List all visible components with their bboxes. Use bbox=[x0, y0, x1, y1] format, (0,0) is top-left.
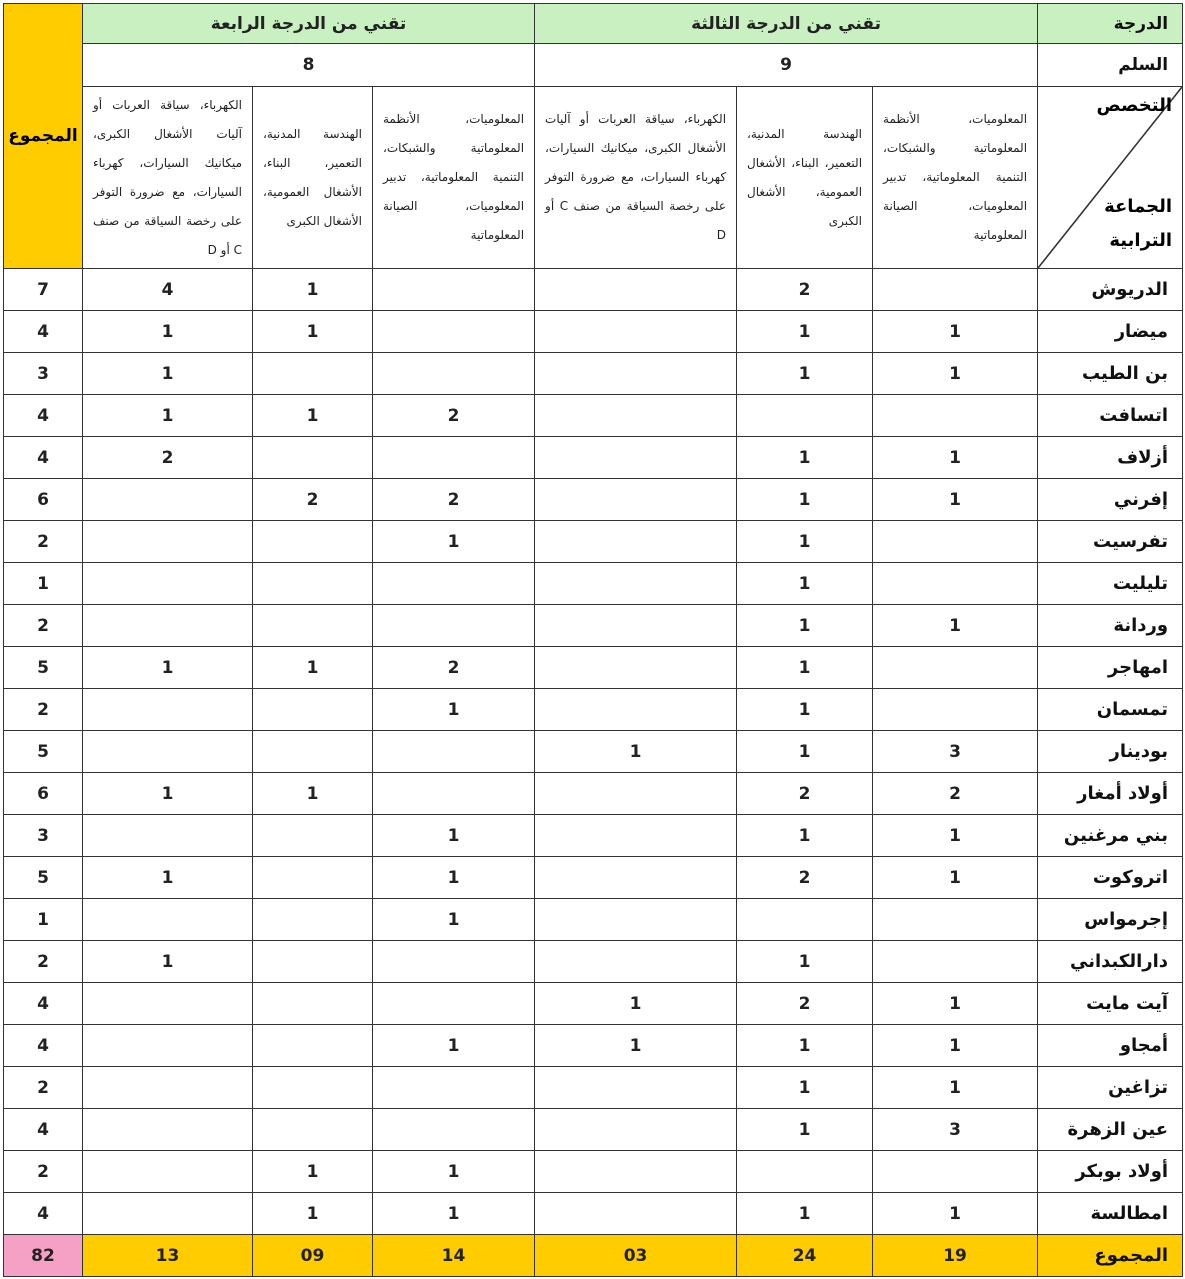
count-cell-g4-it: 1 bbox=[373, 815, 535, 857]
grade-label-cell bbox=[1038, 4, 1183, 44]
count-cell-g3-civil: 1 bbox=[737, 1067, 873, 1109]
count-cell-g3-civil: 1 bbox=[737, 437, 873, 479]
count-cell-g4-it bbox=[373, 605, 535, 647]
count-cell-g3-elec bbox=[535, 773, 737, 815]
g4-elec-specialty bbox=[83, 87, 253, 269]
commune-name-cell: دارالكبداني bbox=[1038, 941, 1183, 983]
count-cell-g4-it bbox=[373, 731, 535, 773]
commune-label-line-1: الجماعة bbox=[1104, 196, 1173, 217]
count-cell-g3-elec bbox=[535, 269, 737, 311]
total-header-label: المجموع bbox=[8, 126, 78, 146]
count-cell-g3-elec bbox=[535, 689, 737, 731]
count-cell-g4-elec bbox=[83, 479, 253, 521]
count-cell-g3-it bbox=[873, 395, 1038, 437]
table-row bbox=[4, 1109, 1183, 1151]
count-cell-g3-civil bbox=[737, 395, 873, 437]
row-total-cell: 1 bbox=[4, 899, 83, 941]
count-cell-g4-civil bbox=[253, 983, 373, 1025]
table-row bbox=[4, 521, 1183, 563]
count-cell-g3-elec bbox=[535, 563, 737, 605]
commune-name-cell: تليليت bbox=[1038, 563, 1183, 605]
count-cell-g3-civil: 2 bbox=[737, 773, 873, 815]
table-row bbox=[4, 1193, 1183, 1235]
table-row bbox=[4, 605, 1183, 647]
commune-name-cell: اتروكوت bbox=[1038, 857, 1183, 899]
count-cell-g3-civil: 1 bbox=[737, 1193, 873, 1235]
g4-civil-specialty bbox=[253, 87, 373, 269]
count-cell-g4-civil bbox=[253, 815, 373, 857]
count-cell-g4-civil bbox=[253, 521, 373, 563]
count-cell-g4-elec bbox=[83, 1109, 253, 1151]
commune-name-cell: اتسافت bbox=[1038, 395, 1183, 437]
count-cell-g4-civil bbox=[253, 689, 373, 731]
header-row-specialty bbox=[4, 87, 1183, 269]
count-cell-g4-elec: 1 bbox=[83, 395, 253, 437]
scale3-cell bbox=[535, 44, 1038, 87]
count-cell-g3-it bbox=[873, 563, 1038, 605]
count-cell-g3-elec: 1 bbox=[535, 983, 737, 1025]
count-cell-g4-civil bbox=[253, 899, 373, 941]
count-cell-g3-civil: 1 bbox=[737, 1109, 873, 1151]
count-cell-g3-it: 1 bbox=[873, 1067, 1038, 1109]
count-cell-g4-it bbox=[373, 773, 535, 815]
g3-elec-text: الكهرباء، سياقة العربات أو آليات الأشغال الكبرى، ميكانيك السيارات، كهرباء السيارات، مع ضرورة التوفر على رخصة السياقة من صنف C أو D bbox=[545, 112, 727, 242]
table-body bbox=[4, 4, 1183, 1277]
table-row bbox=[4, 1025, 1183, 1067]
row-total-cell: 3 bbox=[4, 815, 83, 857]
count-cell-g3-civil: 1 bbox=[737, 521, 873, 563]
header-row-grade bbox=[4, 4, 1183, 44]
g4-civil-text: الهندسة المدنية، التعمير، البناء، الأشغال العمومية، الأشغال الكبرى bbox=[263, 126, 362, 228]
total-cell-g3-elec: 03 bbox=[535, 1235, 737, 1277]
count-cell-g3-civil: 1 bbox=[737, 353, 873, 395]
table-row bbox=[4, 563, 1183, 605]
count-cell-g4-elec bbox=[83, 983, 253, 1025]
g3-it-text: المعلوميات، الأنظمة المعلوماتية والشبكات، التنمية المعلوماتية، تدبير المعلوميات، الصيانة المعلوماتية bbox=[883, 112, 1028, 242]
count-cell-g4-elec bbox=[83, 1025, 253, 1067]
row-total-cell: 2 bbox=[4, 605, 83, 647]
count-cell-g3-it: 1 bbox=[873, 311, 1038, 353]
count-cell-g3-elec bbox=[535, 857, 737, 899]
commune-name-cell: آيت مايت bbox=[1038, 983, 1183, 1025]
count-cell-g3-elec bbox=[535, 1067, 737, 1109]
count-cell-g3-elec bbox=[535, 353, 737, 395]
count-cell-g3-elec bbox=[535, 899, 737, 941]
count-cell-g4-civil: 1 bbox=[253, 647, 373, 689]
count-cell-g4-elec bbox=[83, 605, 253, 647]
count-cell-g4-it: 1 bbox=[373, 1025, 535, 1067]
count-cell-g3-elec bbox=[535, 1151, 737, 1193]
row-total-cell: 4 bbox=[4, 1193, 83, 1235]
scale4-cell bbox=[83, 44, 535, 87]
grand-total-cell: 82 bbox=[4, 1235, 83, 1277]
scale-label-cell bbox=[1038, 44, 1183, 87]
count-cell-g3-elec bbox=[535, 395, 737, 437]
count-cell-g3-it: 1 bbox=[873, 983, 1038, 1025]
count-cell-g3-elec bbox=[535, 437, 737, 479]
row-total-cell: 2 bbox=[4, 941, 83, 983]
table-row bbox=[4, 311, 1183, 353]
count-cell-g3-it: 1 bbox=[873, 1193, 1038, 1235]
g3-civil-specialty bbox=[737, 87, 873, 269]
count-cell-g3-elec bbox=[535, 605, 737, 647]
count-cell-g4-it bbox=[373, 941, 535, 983]
table-row bbox=[4, 689, 1183, 731]
commune-name-cell: بن الطيب bbox=[1038, 353, 1183, 395]
count-cell-g4-elec: 1 bbox=[83, 857, 253, 899]
count-cell-g3-civil: 1 bbox=[737, 647, 873, 689]
count-cell-g3-elec bbox=[535, 521, 737, 563]
row-total-cell: 3 bbox=[4, 353, 83, 395]
count-cell-g4-civil bbox=[253, 1109, 373, 1151]
count-cell-g3-civil: 1 bbox=[737, 311, 873, 353]
count-cell-g4-elec: 1 bbox=[83, 647, 253, 689]
g3-elec-specialty bbox=[535, 87, 737, 269]
count-cell-g4-elec: 1 bbox=[83, 353, 253, 395]
count-cell-g3-it bbox=[873, 521, 1038, 563]
table-row bbox=[4, 731, 1183, 773]
row-total-cell: 7 bbox=[4, 269, 83, 311]
count-cell-g3-it: 1 bbox=[873, 353, 1038, 395]
count-cell-g4-it bbox=[373, 269, 535, 311]
table-row bbox=[4, 1067, 1183, 1109]
table-row bbox=[4, 479, 1183, 521]
count-cell-g3-civil bbox=[737, 1151, 873, 1193]
count-cell-g4-civil: 1 bbox=[253, 1151, 373, 1193]
count-cell-g4-elec bbox=[83, 815, 253, 857]
row-total-cell: 2 bbox=[4, 521, 83, 563]
count-cell-g3-elec bbox=[535, 815, 737, 857]
count-cell-g3-it: 1 bbox=[873, 815, 1038, 857]
count-cell-g4-elec bbox=[83, 731, 253, 773]
count-cell-g3-civil: 1 bbox=[737, 605, 873, 647]
count-cell-g3-civil bbox=[737, 899, 873, 941]
g4-elec-text: الكهرباء، سياقة العربات أو آليات الأشغال الكبرى، ميكانيك السيارات، كهرباء السيارات، مع ضرورة التوفر على رخصة السياقة من صنف C أو D bbox=[93, 97, 242, 257]
count-cell-g4-it: 1 bbox=[373, 1193, 535, 1235]
count-cell-g3-it: 3 bbox=[873, 1109, 1038, 1151]
total-column-header bbox=[4, 4, 83, 269]
commune-name-cell: أولاد بوبكر bbox=[1038, 1151, 1183, 1193]
count-cell-g3-civil: 2 bbox=[737, 857, 873, 899]
recruitment-table-sheet bbox=[3, 3, 1182, 1276]
commune-name-cell: تمسمان bbox=[1038, 689, 1183, 731]
count-cell-g3-elec bbox=[535, 941, 737, 983]
row-total-cell: 2 bbox=[4, 1067, 83, 1109]
count-cell-g4-elec: 1 bbox=[83, 941, 253, 983]
count-cell-g4-civil bbox=[253, 563, 373, 605]
commune-name-cell: أزلاف bbox=[1038, 437, 1183, 479]
specialty-label: التخصص bbox=[1096, 95, 1173, 116]
count-cell-g4-elec bbox=[83, 521, 253, 563]
table-row bbox=[4, 857, 1183, 899]
count-cell-g4-it bbox=[373, 1109, 535, 1151]
count-cell-g3-civil: 1 bbox=[737, 815, 873, 857]
count-cell-g3-it: 2 bbox=[873, 773, 1038, 815]
count-cell-g4-civil bbox=[253, 1067, 373, 1109]
count-cell-g3-it bbox=[873, 269, 1038, 311]
count-cell-g4-elec bbox=[83, 689, 253, 731]
total-cell-g4-civil: 09 bbox=[253, 1235, 373, 1277]
row-total-cell: 2 bbox=[4, 689, 83, 731]
count-cell-g4-it bbox=[373, 353, 535, 395]
count-cell-g4-elec bbox=[83, 563, 253, 605]
count-cell-g3-civil: 1 bbox=[737, 1025, 873, 1067]
g4-it-specialty bbox=[373, 87, 535, 269]
grade3-label: تقني من الدرجة الثالثة bbox=[691, 13, 881, 34]
count-cell-g3-it bbox=[873, 647, 1038, 689]
row-total-cell: 4 bbox=[4, 1025, 83, 1067]
row-total-cell: 5 bbox=[4, 731, 83, 773]
totals-row bbox=[4, 1235, 1183, 1277]
count-cell-g3-it bbox=[873, 899, 1038, 941]
count-cell-g4-civil: 1 bbox=[253, 311, 373, 353]
count-cell-g4-elec bbox=[83, 899, 253, 941]
count-cell-g4-civil: 1 bbox=[253, 269, 373, 311]
count-cell-g4-it bbox=[373, 563, 535, 605]
commune-name-cell: تزاغين bbox=[1038, 1067, 1183, 1109]
count-cell-g4-civil: 1 bbox=[253, 395, 373, 437]
count-cell-g4-civil: 1 bbox=[253, 1193, 373, 1235]
commune-name-cell: إجرمواس bbox=[1038, 899, 1183, 941]
row-total-cell: 4 bbox=[4, 437, 83, 479]
row-total-cell: 2 bbox=[4, 1151, 83, 1193]
grade3-header bbox=[535, 4, 1038, 44]
table-row bbox=[4, 815, 1183, 857]
count-cell-g4-elec: 1 bbox=[83, 773, 253, 815]
commune-name-cell: أولاد أمغار bbox=[1038, 773, 1183, 815]
count-cell-g4-it: 1 bbox=[373, 689, 535, 731]
count-cell-g4-civil: 1 bbox=[253, 773, 373, 815]
row-total-cell: 4 bbox=[4, 395, 83, 437]
count-cell-g3-civil: 1 bbox=[737, 941, 873, 983]
scale4-value: 8 bbox=[302, 55, 315, 75]
row-total-cell: 6 bbox=[4, 773, 83, 815]
scale-label: السلم bbox=[1118, 55, 1169, 75]
table-row bbox=[4, 773, 1183, 815]
count-cell-g4-civil bbox=[253, 437, 373, 479]
count-cell-g3-elec: 1 bbox=[535, 731, 737, 773]
count-cell-g4-it: 2 bbox=[373, 395, 535, 437]
table-row bbox=[4, 899, 1183, 941]
commune-name-cell: عين الزهرة bbox=[1038, 1109, 1183, 1151]
count-cell-g3-elec bbox=[535, 479, 737, 521]
count-cell-g4-elec: 1 bbox=[83, 311, 253, 353]
row-total-cell: 4 bbox=[4, 983, 83, 1025]
commune-name-cell: وردانة bbox=[1038, 605, 1183, 647]
count-cell-g4-elec: 2 bbox=[83, 437, 253, 479]
grade4-header bbox=[83, 4, 535, 44]
header-row-scale bbox=[4, 44, 1183, 87]
total-cell-g3-civil: 24 bbox=[737, 1235, 873, 1277]
count-cell-g4-civil bbox=[253, 605, 373, 647]
count-cell-g4-elec bbox=[83, 1193, 253, 1235]
table-row bbox=[4, 353, 1183, 395]
count-cell-g3-it: 1 bbox=[873, 605, 1038, 647]
total-cell-g4-elec: 13 bbox=[83, 1235, 253, 1277]
commune-name-cell: بودينار bbox=[1038, 731, 1183, 773]
commune-label bbox=[1104, 190, 1172, 258]
count-cell-g4-elec: 4 bbox=[83, 269, 253, 311]
count-cell-g3-it: 1 bbox=[873, 479, 1038, 521]
commune-name-cell: الدريوش bbox=[1038, 269, 1183, 311]
count-cell-g4-elec bbox=[83, 1067, 253, 1109]
row-total-cell: 4 bbox=[4, 311, 83, 353]
commune-name-cell: امطالسة bbox=[1038, 1193, 1183, 1235]
count-cell-g4-civil: 2 bbox=[253, 479, 373, 521]
recruitment-table bbox=[3, 3, 1183, 1277]
count-cell-g4-it: 1 bbox=[373, 899, 535, 941]
table-row bbox=[4, 269, 1183, 311]
count-cell-g3-civil: 1 bbox=[737, 563, 873, 605]
count-cell-g4-it bbox=[373, 1067, 535, 1109]
commune-name-cell: امهاجر bbox=[1038, 647, 1183, 689]
table-row bbox=[4, 983, 1183, 1025]
count-cell-g3-civil: 1 bbox=[737, 479, 873, 521]
count-cell-g4-civil bbox=[253, 1025, 373, 1067]
commune-name-cell: ميضار bbox=[1038, 311, 1183, 353]
table-row bbox=[4, 1151, 1183, 1193]
count-cell-g4-it: 1 bbox=[373, 1151, 535, 1193]
count-cell-g4-civil bbox=[253, 857, 373, 899]
row-total-cell: 1 bbox=[4, 563, 83, 605]
count-cell-g4-civil bbox=[253, 353, 373, 395]
count-cell-g4-it bbox=[373, 437, 535, 479]
commune-name-cell: تفرسيت bbox=[1038, 521, 1183, 563]
count-cell-g4-it bbox=[373, 983, 535, 1025]
commune-label-line-2: الترابية bbox=[1109, 230, 1173, 251]
g3-it-specialty bbox=[873, 87, 1038, 269]
table-row bbox=[4, 941, 1183, 983]
scale3-value: 9 bbox=[780, 55, 792, 75]
commune-name-cell: إفرني bbox=[1038, 479, 1183, 521]
count-cell-g4-it: 2 bbox=[373, 479, 535, 521]
grade4-label: تقني من الدرجة الرابعة bbox=[210, 13, 407, 34]
count-cell-g3-civil: 1 bbox=[737, 731, 873, 773]
count-cell-g3-it: 1 bbox=[873, 437, 1038, 479]
commune-name-cell: بني مرغنين bbox=[1038, 815, 1183, 857]
table-row bbox=[4, 395, 1183, 437]
total-cell-g4-it: 14 bbox=[373, 1235, 535, 1277]
count-cell-g3-it bbox=[873, 1151, 1038, 1193]
count-cell-g3-it: 1 bbox=[873, 857, 1038, 899]
commune-name-cell: أمجاو bbox=[1038, 1025, 1183, 1067]
count-cell-g3-civil: 2 bbox=[737, 983, 873, 1025]
count-cell-g3-it bbox=[873, 941, 1038, 983]
g3-civil-text: الهندسة المدنية، التعمير، البناء، الأشغال العمومية، الأشغال الكبرى bbox=[747, 126, 863, 228]
count-cell-g3-elec: 1 bbox=[535, 1025, 737, 1067]
count-cell-g3-civil: 1 bbox=[737, 689, 873, 731]
count-cell-g3-it: 1 bbox=[873, 1025, 1038, 1067]
row-total-cell: 6 bbox=[4, 479, 83, 521]
table-row bbox=[4, 647, 1183, 689]
row-total-cell: 5 bbox=[4, 647, 83, 689]
count-cell-g3-it: 3 bbox=[873, 731, 1038, 773]
count-cell-g3-elec bbox=[535, 1193, 737, 1235]
count-cell-g3-it bbox=[873, 689, 1038, 731]
totals-label-cell: المجموع bbox=[1038, 1235, 1183, 1277]
count-cell-g3-civil: 2 bbox=[737, 269, 873, 311]
count-cell-g4-it: 1 bbox=[373, 521, 535, 563]
grade-label: الدرجة bbox=[1113, 13, 1169, 34]
count-cell-g4-it: 2 bbox=[373, 647, 535, 689]
count-cell-g4-civil bbox=[253, 941, 373, 983]
row-total-cell: 4 bbox=[4, 1109, 83, 1151]
count-cell-g3-elec bbox=[535, 1109, 737, 1151]
total-cell-g3-it: 19 bbox=[873, 1235, 1038, 1277]
table-row bbox=[4, 437, 1183, 479]
g4-it-text: المعلوميات، الأنظمة المعلوماتية والشبكات، التنمية المعلوماتية، تدبير المعلوميات، الصيانة المعلوماتية bbox=[383, 112, 525, 242]
row-total-cell: 5 bbox=[4, 857, 83, 899]
count-cell-g4-it bbox=[373, 311, 535, 353]
count-cell-g4-civil bbox=[253, 731, 373, 773]
count-cell-g3-elec bbox=[535, 311, 737, 353]
count-cell-g4-elec bbox=[83, 1151, 253, 1193]
count-cell-g4-it: 1 bbox=[373, 857, 535, 899]
count-cell-g3-elec bbox=[535, 647, 737, 689]
specialty-commune-diagonal-cell bbox=[1038, 87, 1183, 269]
